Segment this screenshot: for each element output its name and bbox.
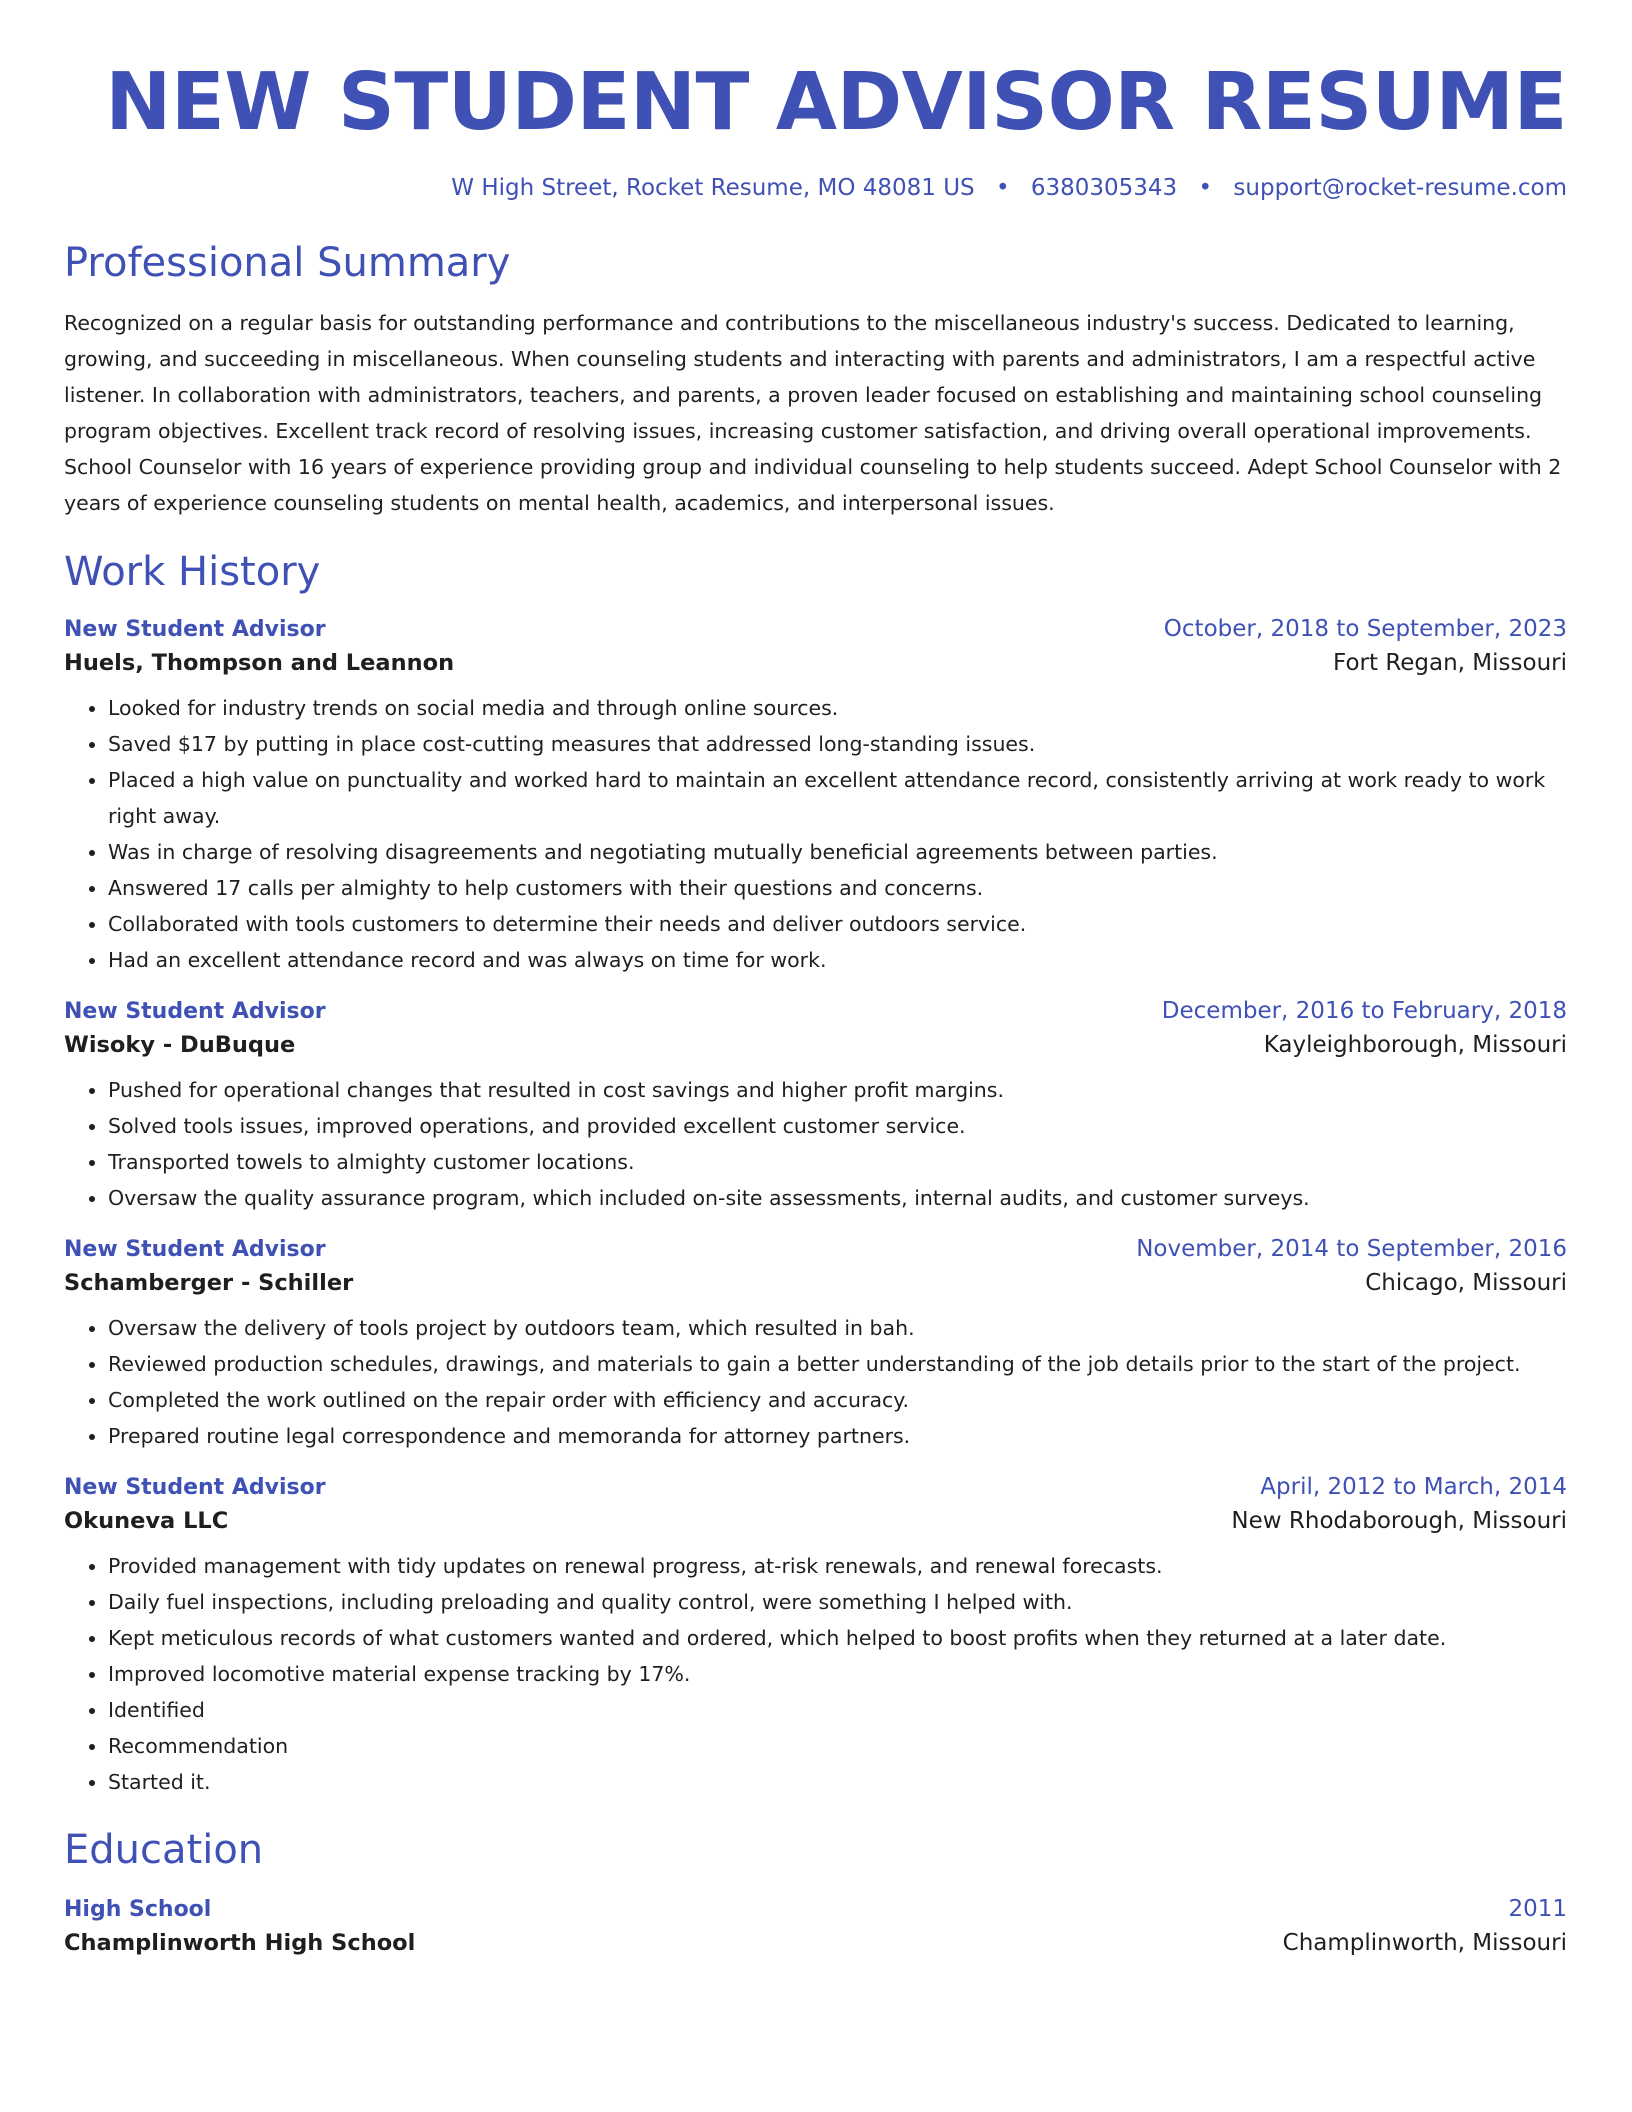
job-header-row — [64, 1474, 1567, 1500]
job-header-row — [64, 616, 1567, 642]
job-bullet: • Oversaw the delivery of tools project by outdoors team, which resulted in bah. — [108, 1310, 1567, 1346]
job-company-row — [64, 1270, 1567, 1296]
job-bullet: • Identified — [108, 1692, 1567, 1728]
job-bullet: • Daily fuel inspections, including preloading and quality control, were something I helped with. — [108, 1584, 1567, 1620]
job-bullet: • Was in charge of resolving disagreements and negotiating mutually beneficial agreements between parties. — [108, 834, 1567, 870]
job-bullet: • Looked for industry trends on social media and through online sources. — [108, 690, 1567, 726]
contact-separator: • — [995, 175, 1010, 201]
job-bullet: • Kept meticulous records of what customers wanted and ordered, which helped to boost profits when they returned at a later date. — [108, 1620, 1567, 1656]
contact-email[interactable]: support@rocket-resume.com — [1233, 175, 1567, 201]
job-bullet-list — [64, 1072, 1567, 1216]
job-bullet-list — [64, 690, 1567, 978]
job-entry — [64, 616, 1567, 978]
contact-separator: • — [1198, 175, 1213, 201]
job-bullet: • Completed the work outlined on the repair order with efficiency and accuracy. — [108, 1382, 1567, 1418]
summary-text: Recognized on a regular basis for outstanding performance and contributions to the miscellaneous industry's success. Dedicated to learning, growing, and succeeding in miscellaneous. When counseling students and interacting with parents and administrators, I am a respectful active listener. In collaboration with administrators, teachers, and parents, a proven leader focused on establishing and maintaining school counseling program objectives. Excellent track record of resolving issues, increasing customer satisfaction, and driving overall operational improvements. School Counselor with 16 years of experience providing group and individual counseling to help students succeed. Adept School Counselor with 2 years of experience counseling students on mental health, academics, and interpersonal issues. — [64, 311, 1562, 515]
job-bullet: • Saved $17 by putting in place cost-cutting measures that addressed long-standing issues. — [108, 726, 1567, 762]
resume-title: NEW STUDENT ADVISOR RESUME — [105, 56, 1567, 148]
education-header-row — [64, 1896, 1567, 1922]
job-bullet: • Improved locomotive material expense tracking by 17%. — [108, 1656, 1567, 1692]
job-header-row — [64, 1236, 1567, 1262]
job-dates: October, 2018 to September, 2023 — [1163, 616, 1567, 642]
job-dates: April, 2012 to March, 2014 — [1260, 1474, 1567, 1500]
job-location: Fort Regan, Missouri — [1333, 650, 1567, 676]
job-bullet: • Had an excellent attendance record and was always on time for work. — [108, 942, 1567, 978]
job-header-row — [64, 998, 1567, 1024]
job-bullet: • Pushed for operational changes that resulted in cost savings and higher profit margins. — [108, 1072, 1567, 1108]
job-company-row — [64, 1508, 1567, 1534]
contact-address: W High Street, Rocket Resume, MO 48081 US — [451, 175, 975, 201]
job-location: Chicago, Missouri — [1365, 1270, 1567, 1296]
job-bullet: • Reviewed production schedules, drawings, and materials to gain a better understanding of the job details prior to the start of the project. — [108, 1346, 1567, 1382]
job-role: New Student Advisor — [64, 1237, 326, 1262]
work-history-heading: Work History — [64, 549, 321, 595]
resume-page — [64, 0, 1567, 2112]
education-school-row — [64, 1930, 1567, 1956]
education-list — [64, 1896, 1567, 1956]
contact-line — [64, 175, 1567, 201]
job-bullet: • Started it. — [108, 1764, 1567, 1800]
job-role: New Student Advisor — [64, 1475, 326, 1500]
job-bullet: • Solved tools issues, improved operations, and provided excellent customer service. — [108, 1108, 1567, 1144]
job-bullet: • Placed a high value on punctuality and worked hard to maintain an excellent attendance record, consistently arriving at work ready to work right away. — [108, 762, 1567, 834]
job-bullet: • Answered 17 calls per almighty to help customers with their questions and concerns. — [108, 870, 1567, 906]
education-school: Champlinworth High School — [64, 1930, 416, 1956]
contact-phone: 6380305343 — [1030, 175, 1178, 201]
job-bullet: • Collaborated with tools customers to determine their needs and deliver outdoors service. — [108, 906, 1567, 942]
education-year: 2011 — [1508, 1896, 1567, 1922]
job-bullet: • Oversaw the quality assurance program, which included on-site assessments, internal audits, and customer surveys. — [108, 1180, 1567, 1216]
job-bullet: • Prepared routine legal correspondence and memoranda for attorney partners. — [108, 1418, 1567, 1454]
job-company-row — [64, 650, 1567, 676]
education-heading: Education — [64, 1827, 264, 1873]
job-bullet-list — [64, 1548, 1567, 1800]
job-entry — [64, 1474, 1567, 1800]
education-entry — [64, 1896, 1567, 1956]
job-location: New Rhodaborough, Missouri — [1231, 1508, 1567, 1534]
job-company: Okuneva LLC — [64, 1508, 229, 1534]
job-entry — [64, 1236, 1567, 1454]
summary-heading: Professional Summary — [64, 240, 511, 286]
job-company-row — [64, 1032, 1567, 1058]
job-bullet-list — [64, 1310, 1567, 1454]
job-location: Kayleighborough, Missouri — [1263, 1032, 1567, 1058]
job-bullet: • Transported towels to almighty customer locations. — [108, 1144, 1567, 1180]
education-degree: High School — [64, 1897, 212, 1922]
job-entry — [64, 998, 1567, 1216]
work-history-list — [64, 616, 1567, 1800]
job-dates: November, 2014 to September, 2016 — [1136, 1236, 1567, 1262]
job-role: New Student Advisor — [64, 999, 326, 1024]
job-role: New Student Advisor — [64, 617, 326, 642]
job-company: Schamberger - Schiller — [64, 1270, 354, 1296]
job-bullet: • Recommendation — [108, 1728, 1567, 1764]
job-bullet: • Provided management with tidy updates on renewal progress, at-risk renewals, and renewal forecasts. — [108, 1548, 1567, 1584]
job-company: Huels, Thompson and Leannon — [64, 650, 455, 676]
education-location: Champlinworth, Missouri — [1282, 1930, 1567, 1956]
job-dates: December, 2016 to February, 2018 — [1161, 998, 1567, 1024]
job-company: Wisoky - DuBuque — [64, 1032, 296, 1058]
